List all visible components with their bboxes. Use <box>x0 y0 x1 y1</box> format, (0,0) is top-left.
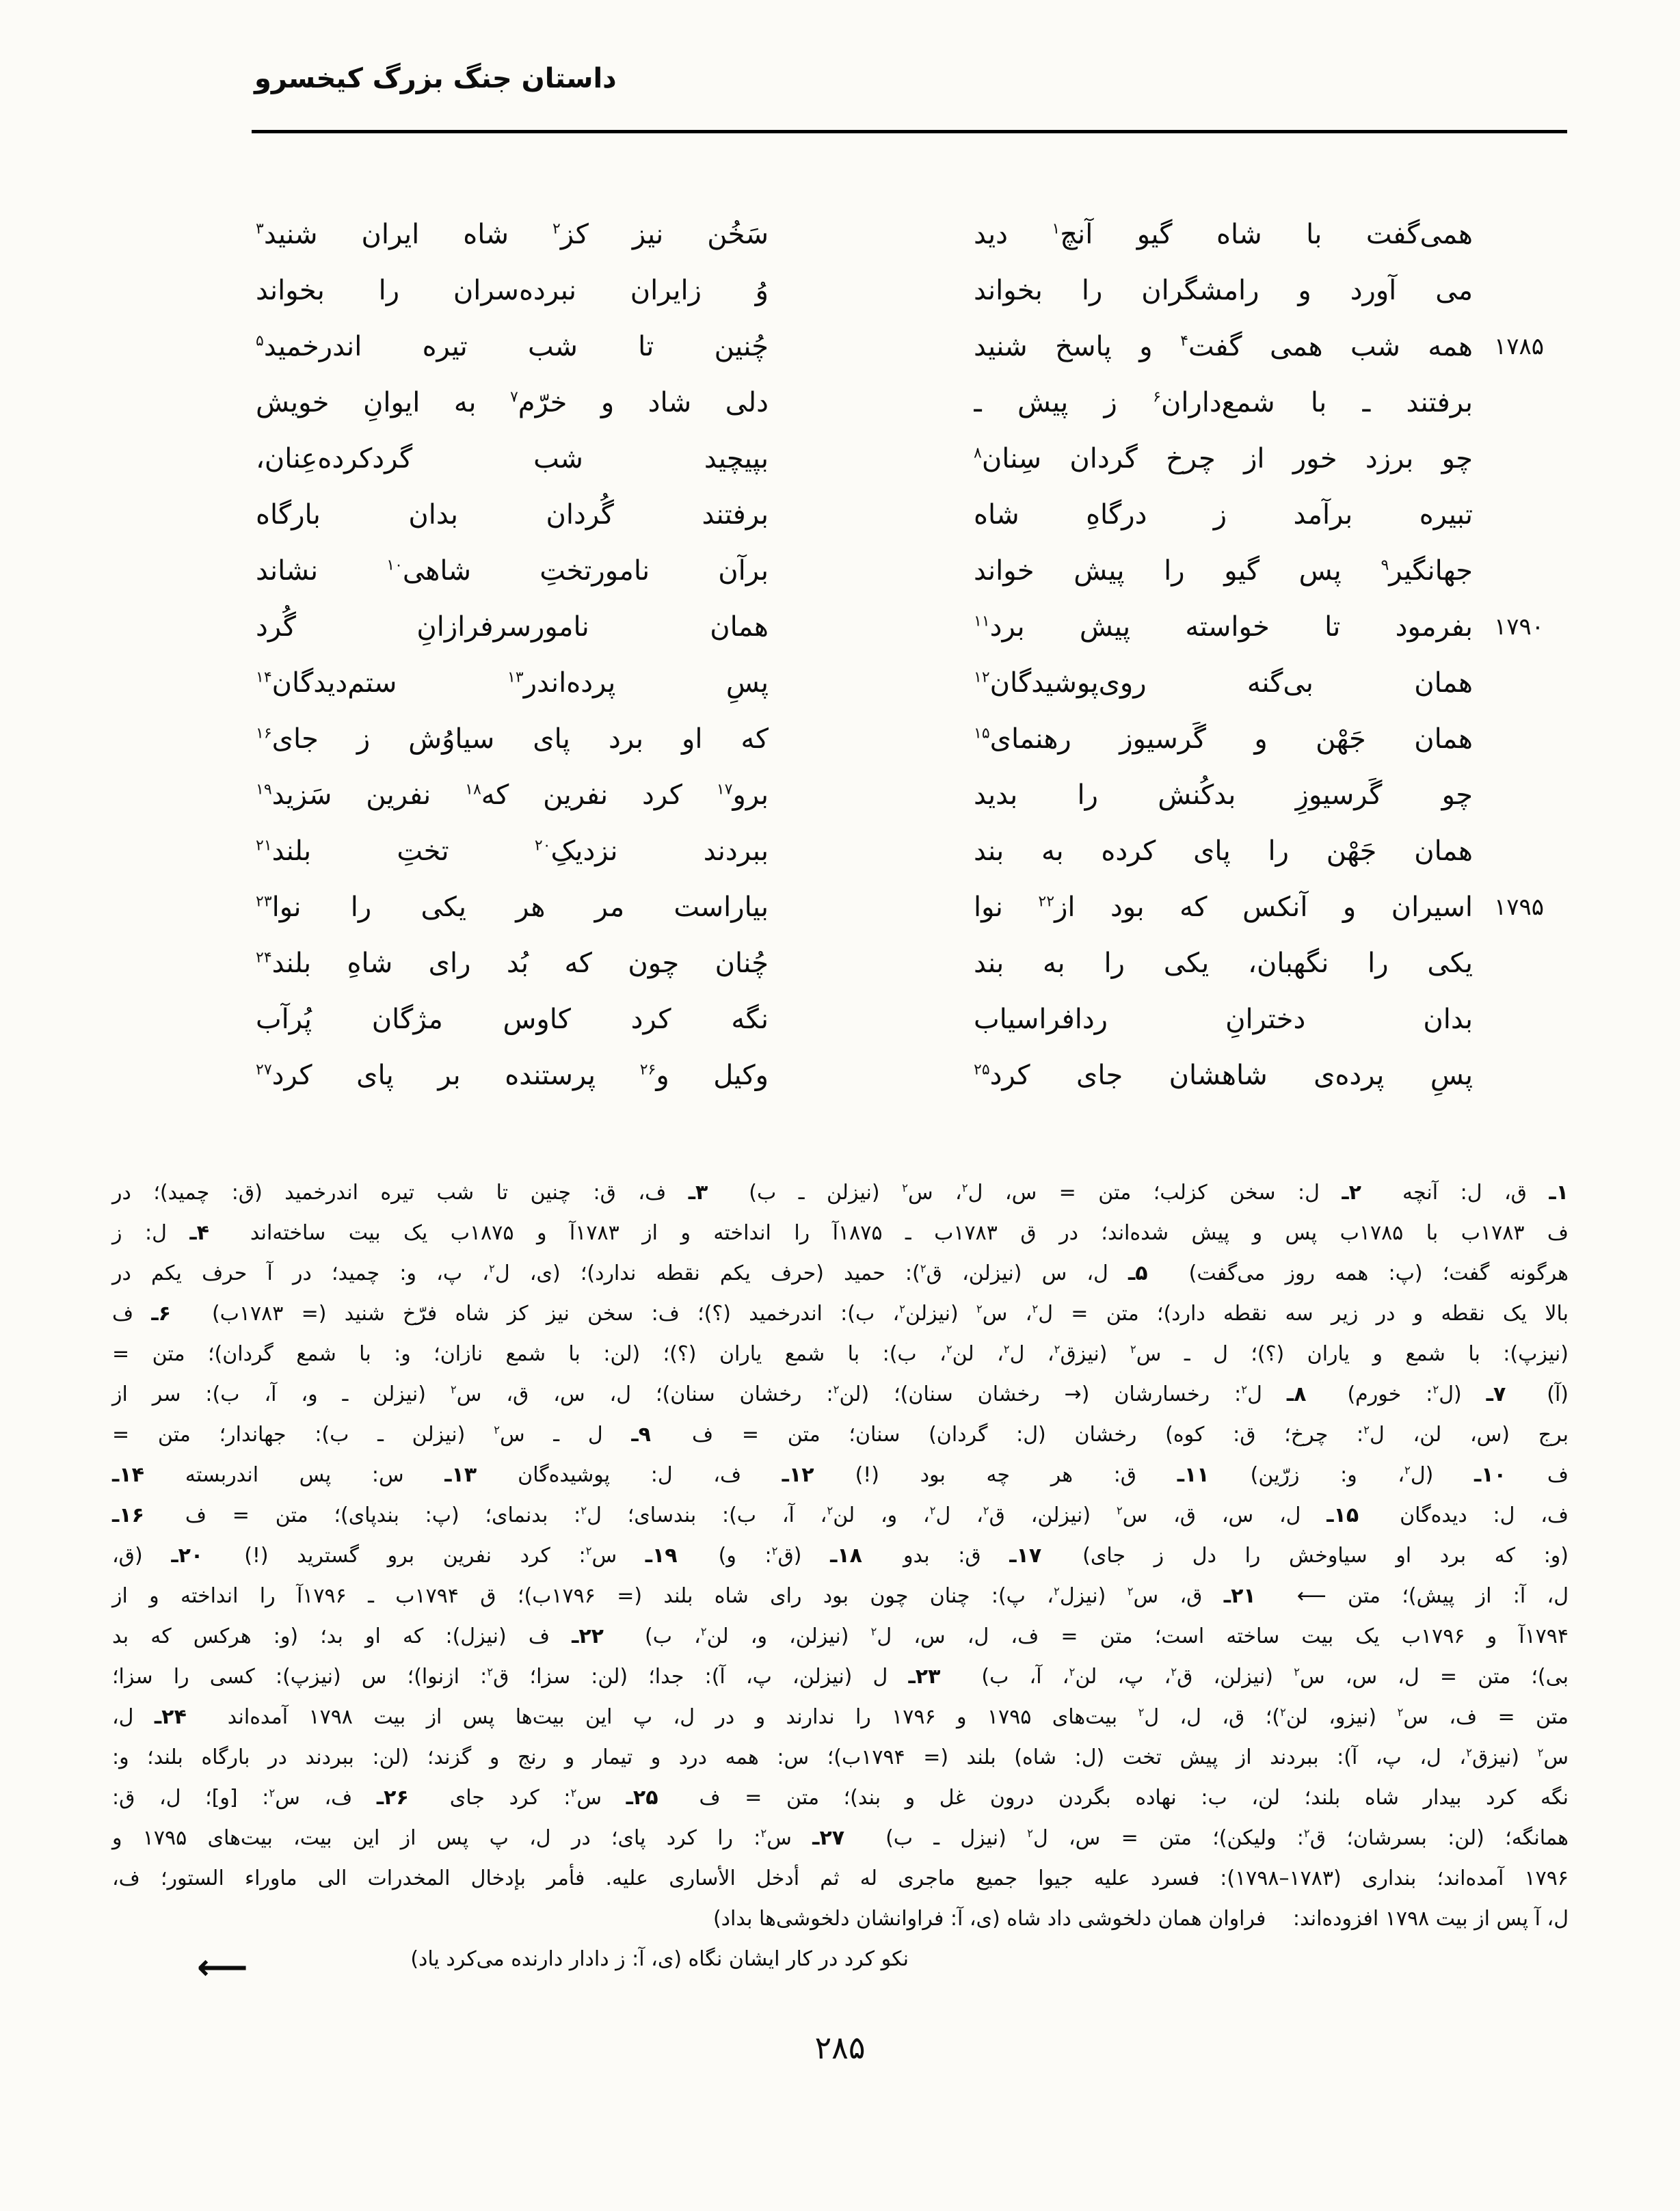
verse-number <box>1473 935 1565 991</box>
verse-row <box>256 711 1565 767</box>
footnote-line: ف، ل: دیده‌گان ۱۵ـ ل، س، ق، س$^۲$ (نیزلن، ق$^۲$، ل$^۲$، و، لن$^۲$، آ، ب): بندسای؛ ل$^۲$: بدنمای؛ (پ: بندپای)؛ متن = ف ۱۶ـ <box>112 1503 1569 1527</box>
footnote-line: ل، آ: از پیش)؛ متن ⟵ ۲۱ـ ق، س$^۲$ (نیزل$^۲$، پ): چنان چون بود رای شاه بلند (= ۱۷۹۶ب)؛ ق ۱۷۹۴ب ـ ۱۷۹۶آ را انداخته و از <box>112 1584 1569 1608</box>
hemistich-right: برفتند ـ با شمع‌داران$^۶$ ز پیش ـ <box>974 387 1473 418</box>
verse-row <box>256 1047 1565 1103</box>
column-gap <box>769 263 974 319</box>
hemistich-right: همان جَهْن و گَرسیوز رهنمای$^{۱۵}$ <box>974 723 1473 755</box>
hemistich-left: سَخُن نیز کز$^۲$ شاه ایران شنید$^۳$ <box>256 219 769 250</box>
verse-row <box>256 879 1565 935</box>
verse-number <box>1473 431 1565 487</box>
verse-row <box>256 991 1565 1047</box>
footnote-line: نگه کرد بیدار شاه بلند؛ لن، ب: نهاده بگردن درون غل و بند)؛ متن = ف ۲۵ـ س$^۲$: کرد جای ۲۶ـ ف، س$^۲$: [و]؛ ل، ق: <box>112 1786 1569 1810</box>
hemistich-right: همان بی‌گنه روی‌پوشیدگان$^{۱۲}$ <box>974 667 1473 699</box>
footnote-line: ۱۷۹۶ آمده‌اند؛ بنداری (۱۷۸۳–۱۷۹۸): فسرد علیه جیوا جمیع ماجری له ثم أدخل الأساری علیه. فأمر بإدخال المخدرات الی ماوراء الستور؛ ف، <box>112 1866 1569 1890</box>
hemistich-right: می آورد و رامشگران را بخواند <box>974 275 1473 306</box>
column-gap <box>769 991 974 1047</box>
column-gap <box>769 206 974 263</box>
continuation-arrow: ⟵ <box>197 1947 248 1988</box>
column-gap <box>769 319 974 375</box>
footnote-line: متن = ف، س$^۲$ (نیزو، لن$^۲$)؛ ق، ل، ل$^۲$ بیت‌های ۱۷۹۵ و ۱۷۹۶ را ندارند و در ل، پ این بیت‌ها پس از بیت ۱۷۹۸ آمده‌اند ۲۴ـ ل، <box>112 1705 1569 1729</box>
verse-row <box>256 543 1565 599</box>
hemistich-left: بپیچید شب گردکرده‌عِنان، <box>256 443 769 474</box>
footnote-line: (آ) ۷ـ (ل$^۲$: خورم) ۸ـ ل$^۲$: رخسارشان (→ رخشان سنان)؛ (لن$^۲$: رخشان سنان)؛ ل، س، ق، س$^۲$ (نیزلن ـ و، آ، ب): سر از <box>112 1382 1569 1406</box>
verse-number <box>1473 263 1565 319</box>
hemistich-right: همان جَهْن را پای کرده به بند <box>974 835 1473 867</box>
hemistich-left: ببردند نزدیکِ$^{۲۰}$ تختِ بلند$^{۲۱}$ <box>256 835 769 867</box>
hemistich-left: برو$^{۱۷}$ کرد نفرین که$^{۱۸}$ نفرین سَزید$^{۱۹}$ <box>256 779 769 811</box>
column-gap <box>769 879 974 935</box>
verse-number <box>1473 655 1565 711</box>
verse-block <box>256 206 1565 1103</box>
verse-number: ۱۷۹۵ <box>1493 894 1545 921</box>
hemistich-right: اسیران و آنکس که بود از$^{۲۲}$ نوا <box>974 892 1473 923</box>
column-gap <box>769 375 974 431</box>
verse-number <box>1473 711 1565 767</box>
hemistich-right: بفرمود تا خواسته پیش برد$^{۱۱}$ <box>974 611 1473 643</box>
footnote-line: برج (س، لن، ل$^۲$: چرخ؛ ق: کوه) رخشان (ل: گردان) سنان؛ متن = ف ۹ـ ل ـ س$^۲$ (نیزلن ـ ب): جهاندار؛ متن = <box>112 1423 1569 1447</box>
hemistich-left: نگه کرد کاوس مژگان پُرآب <box>256 1004 769 1035</box>
hemistich-left: دلی شاد و خرّم$^۷$ به ایوانِ خویش <box>256 387 769 418</box>
verse-number <box>1473 767 1565 823</box>
hemistich-left: پسِ پرده‌اندر$^{۱۳}$ ستم‌دیدگان$^{۱۴}$ <box>256 667 769 699</box>
page-number: ۲۸۵ <box>814 2029 866 2066</box>
hemistich-right: پسِ پرده‌ی شاهشان جای کرد$^{۲۵}$ <box>974 1060 1473 1091</box>
verse-number <box>1473 543 1565 599</box>
verse-row <box>256 487 1565 543</box>
hemistich-left: وُ زایران نبرده‌سران را بخواند <box>256 275 769 306</box>
footnote-line: ف ۱۰ـ (ل$^۲$، و: زرّین) ۱۱ـ ق: هر چه بود (!) ۱۲ـ ف، ل: پوشیده‌گان ۱۳ـ س: پس اندربسته ۱۴ـ <box>112 1463 1569 1487</box>
footnote-line: (و: که برد او سیاوخش را دل ز جای) ۱۷ـ ق: بدو ۱۸ـ (ق$^۲$: و) ۱۹ـ س$^۲$: کرد نفرین برو گسترید (!) ۲۰ـ (ق، <box>112 1544 1569 1568</box>
column-gap <box>769 543 974 599</box>
footnote-line: همانگه؛ (لن: بسرشان؛ ق$^۲$: ولیکن)؛ متن = س، ل$^۲$ (نیزل ـ ب) ۲۷ـ س$^۲$: را کرد پای؛ در ل، پ پس از این بیت، بیت‌های ۱۷۹۵ و <box>112 1826 1569 1850</box>
hemistich-right: جهانگیر$^۹$ پس گیو را پیش خواند <box>974 555 1473 587</box>
hemistich-left: برآن نامورتختِ شاهی$^{۱۰}$ نشاند <box>256 555 769 587</box>
column-gap <box>769 431 974 487</box>
column-gap <box>769 655 974 711</box>
hemistich-left: چُنین تا شب تیره اندرخمید$^۵$ <box>256 331 769 362</box>
hemistich-left: وکیل و$^{۲۶}$ پرستنده بر پای کرد$^{۲۷}$ <box>256 1060 769 1091</box>
hemistich-right: چو برزد خور از چرخ گردان سِنان$^۸$ <box>974 443 1473 474</box>
verse-row <box>256 655 1565 711</box>
verse-number <box>1473 823 1565 879</box>
hemistich-right: یکی را نگهبان، یکی را به بند <box>974 948 1473 979</box>
column-gap <box>769 487 974 543</box>
verse-row <box>256 263 1565 319</box>
footnote-indented-verse-line: نکو کرد در کار ایشان نگاه (ی، آ: ز دادار دارنده می‌کرد یاد) <box>410 1947 909 1971</box>
footnotes-block <box>112 1172 1569 1979</box>
footnote-closing-line: ل، آ پس از بیت ۱۷۹۸ افزوده‌اند: فراوان همان دلخوشی داد شاه (ی، آ: فراوانشان دلخوشی‌ها بداد) <box>712 1907 1569 1931</box>
footnote-line: س$^۲$ (نیزق$^۲$، ل، پ، آ): ببردند از پیش تخت (ل: شاه) بلند (= ۱۷۹۴ب)؛ س: همه درد و تیمار و رنج و گزند؛ (لن: ببردند در بارگاه بلند؛ و: <box>112 1745 1569 1769</box>
hemistich-right: چو گَرسیوزِ بدکُنش را بدید <box>974 779 1473 811</box>
hemistich-left: که او برد پای سیاوُش ز جای$^{۱۶}$ <box>256 723 769 755</box>
footnote-line: (نیزپ): با شمع و یاران (؟)؛ ل ـ س$^۲$ (نیزق$^۲$، ل$^۲$، لن$^۲$، ب): با شمع یاران (؟)؛ (لن: با شمع نازان؛ و: با شمع گردان)؛ متن = <box>112 1342 1569 1366</box>
footnote-line: ۱۷۹۴آ و ۱۷۹۶ب یک بیت ساخته است؛ متن = ف، ل، س، ل$^۲$ (نیزلن، و، لن$^۲$، ب) ۲۲ـ ف (نیزل): که او بد؛ (و: هرکس که بد <box>112 1624 1569 1648</box>
verse-row <box>256 206 1565 263</box>
hemistich-left: برفتند گُردان بدان بارگاه <box>256 499 769 531</box>
verse-number <box>1473 375 1565 431</box>
hemistich-left: بیاراست مر هر یکی را نوا$^{۲۳}$ <box>256 892 769 923</box>
hemistich-right: بدان دخترانِ ردافراسیاب <box>974 1004 1473 1035</box>
verse-number <box>1473 487 1565 543</box>
verse-number: ۱۷۹۰ <box>1493 613 1545 641</box>
verse-row <box>256 935 1565 991</box>
footnote-line: بالا یک نقطه و در زیر سه نقطه دارد)؛ متن = ل$^۲$، س$^۲$ (نیزلن$^۲$، ب): اندرخمید (؟)؛ ف: سخن نیز کز شاه فرّخ شنید (= ۱۷۸۳ب) ۶ـ ف <box>112 1302 1569 1326</box>
verse-number: ۱۷۸۵ <box>1493 333 1545 360</box>
column-gap <box>769 935 974 991</box>
hemistich-left: همان نامورسرفرازانِ گُرد <box>256 611 769 643</box>
verse-row <box>256 599 1565 655</box>
hemistich-right: تبیره برآمد ز درگاهِ شاه <box>974 499 1473 531</box>
footnote-line: بی)؛ متن = ل، س، س$^۲$ (نیزلن، ق$^۲$، پ، لن$^۲$، آ، ب) ۲۳ـ ل (نیزلن، پ، آ): جدا؛ (لن: سزا؛ ق$^۲$: ازنوا)؛ س (نیزپ): کسی را سزا؛ <box>112 1665 1569 1689</box>
column-gap <box>769 711 974 767</box>
verse-row <box>256 375 1565 431</box>
verse-number <box>1473 206 1565 263</box>
verse-row <box>256 823 1565 879</box>
header-rule <box>252 130 1567 133</box>
hemistich-right: همه شب همی گفت$^۴$ و پاسخ شنید <box>974 331 1473 362</box>
footnote-line: ف ۱۷۸۳ب با ۱۷۸۵ب پس و پیش شده‌اند؛ در ق ۱۷۸۳ب ـ ۱۸۷۵آ را انداخته و از ۱۷۸۳آ و ۱۸۷۵ب یک بیت ساخته‌اند ۴ـ ل: ز <box>112 1221 1569 1245</box>
column-gap <box>769 1047 974 1103</box>
column-gap <box>769 599 974 655</box>
verse-number <box>1473 991 1565 1047</box>
column-gap <box>769 767 974 823</box>
verse-row <box>256 319 1565 375</box>
footnote-line: هرگونه گفت؛ (پ: همه روز می‌گفت) ۵ـ ل، س (نیزلن، ق$^۲$): حمید (حرف یکم نقطه ندارد)؛ (ی، ل$^۲$، پ، و: چمید؛ در آ حرف یکم در <box>112 1261 1569 1285</box>
verse-row <box>256 767 1565 823</box>
hemistich-right: همی‌گفت با شاه گیو آنچ$^۱$ دید <box>974 219 1473 250</box>
hemistich-left: چُنان چون که بُد رای شاهِ بلند$^{۲۴}$ <box>256 948 769 979</box>
verse-number <box>1473 1047 1565 1103</box>
running-head-title: داستان جنگ بزرگ کیخسرو <box>254 63 617 94</box>
footnote-line: ۱ـ ق، ل: آنچه ۲ـ ل: سخن کزلب؛ متن = س، ل$^۲$، س$^۲$ (نیزلن ـ ب) ۳ـ ف، ق: چنین تا شب تیره اندرخمید (ق: چمید)؛ در <box>112 1181 1569 1205</box>
column-gap <box>769 823 974 879</box>
verse-row <box>256 431 1565 487</box>
